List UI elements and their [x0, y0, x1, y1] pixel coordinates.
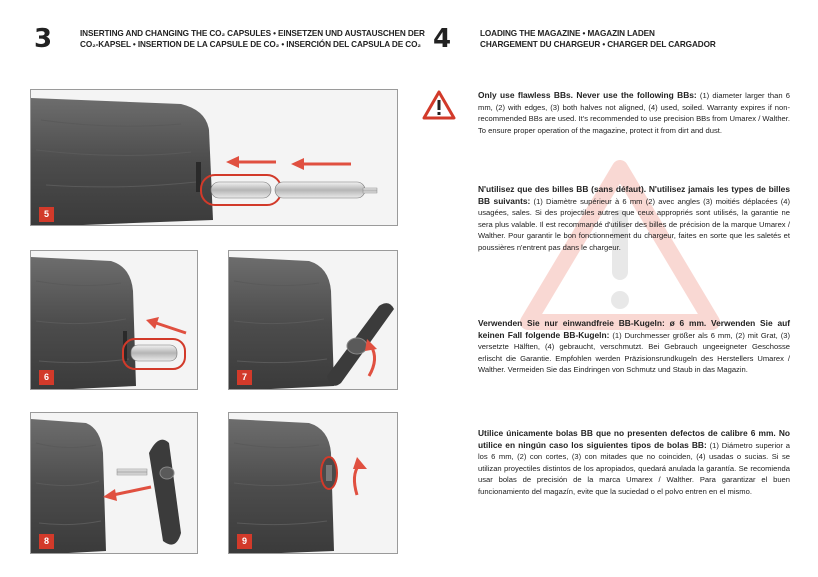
page-number-4: 4: [433, 24, 452, 54]
figure-8-illustration: [31, 413, 198, 554]
figure-badge: 5: [39, 207, 54, 222]
figure-6: [30, 250, 198, 390]
figure-badge: 6: [39, 370, 54, 385]
section-title-line-1: INSERTING AND CHANGING THE CO₂ CAPSULES • EINSETZEN UND AUSTAUSCHEN DER: [80, 29, 425, 38]
paragraph-english-heading: Only use flawless BBs. Never use the following BBs:: [478, 90, 697, 100]
section-title-line-1: LOADING THE MAGAZINE • MAGAZIN LADEN: [480, 29, 655, 38]
figure-9-illustration: [229, 413, 398, 554]
paragraph-german: [478, 318, 790, 376]
figure-6-illustration: [31, 251, 198, 390]
section-title-magazine: [480, 28, 716, 50]
paragraph-spanish-body: (1) Diámetro superior a los 6 mm, (2) con cortes, (3) con mitades que no coinciden, (4) usadas o sucias. Si se utilizan proyectiles distintos de los apropiados, quedará anulada la garantía. Se recomienda usar bolas de precisión de la marca Umarex / Walther. Para garantizar el buen funcionamiento del magazín, evite que la suciedad o el polvo entren en el mismo.: [478, 440, 790, 496]
figure-badge: 9: [237, 534, 252, 549]
section-title-line-2: CHARGEMENT DU CHARGEUR • CHARGER DEL CARGADOR: [480, 40, 716, 49]
paragraph-german-body: (1) Durchmesser größer als 6 mm, (2) mit Grat, (3) versetzte Hälften, (4) gebraucht, verschmutzt. Bei Gebrauch ungeeigneter Geschosse erlischt die Garantie. Empfohlen werden Präzisionsrundkugeln des Herstellers Umarex / Walther. Vermeiden Sie das Eindringen von Schmutz und Staub in das Magazin.: [478, 330, 790, 375]
paragraph-english-body: (1) diameter larger than 6 mm, (2) with edges, (3) both halves not aligned, (4) used, soiled. Warranty expires if non-recommended BBs are used. It's recommended to use precision BBs from Umarex / Walther. To ensure proper operation of the magazine, protect it from dirt and dust.: [478, 91, 790, 135]
figure-7: [228, 250, 398, 390]
figure-7-illustration: [229, 251, 398, 390]
figure-5: [30, 89, 398, 226]
paragraph-spanish-heading: Utilice únicamente bolas BB que no presenten defectos de calibre 6 mm. No utilice en ningún caso los siguientes tipos de bolas BB:: [478, 428, 790, 450]
figure-badge: 7: [237, 370, 252, 385]
figure-9: [228, 412, 398, 554]
figure-badge: 8: [39, 534, 54, 549]
paragraph-french-body: (1) Diamètre supérieur à 6 mm (2) avec angles (3) moitiés déplacées (4) usagées, sales. Si des projectiles autres que ceux appropriés sont utilisés, la garantie ne sera plus valable. Il est recommandé d'utiliser des billes de précision de la marque Umarex / Walther. Pour garantir le bon fonctionnement du chargeur, faites en sorte que les saletés et poussières n'entrent pas dans le chargeur.: [478, 196, 790, 252]
paragraph-french-heading: N'utilisez que des billes BB (sans défaut). N'utilisez jamais les types de billes BB suivants:: [478, 184, 790, 206]
warning-triangle-icon: [422, 90, 456, 120]
figure-5-illustration: [31, 90, 398, 226]
figure-8: [30, 412, 198, 554]
section-title-line-2: CO₂-KAPSEL • INSERTION DE LA CAPSULE DE CO₂ • INSERCIÓN DEL CAPSULA DE CO₂: [80, 40, 421, 49]
section-title-co2: [80, 28, 425, 50]
paragraph-french: [478, 184, 790, 254]
paragraph-spanish: [478, 428, 790, 498]
paragraph-german-heading: Verwenden Sie nur einwandfreie BB-Kugeln: ø 6 mm. Verwenden Sie auf keinen Fall folgende BB-Kugeln:: [478, 318, 790, 340]
page-number-3: 3: [34, 24, 53, 54]
paragraph-english: [478, 90, 790, 136]
